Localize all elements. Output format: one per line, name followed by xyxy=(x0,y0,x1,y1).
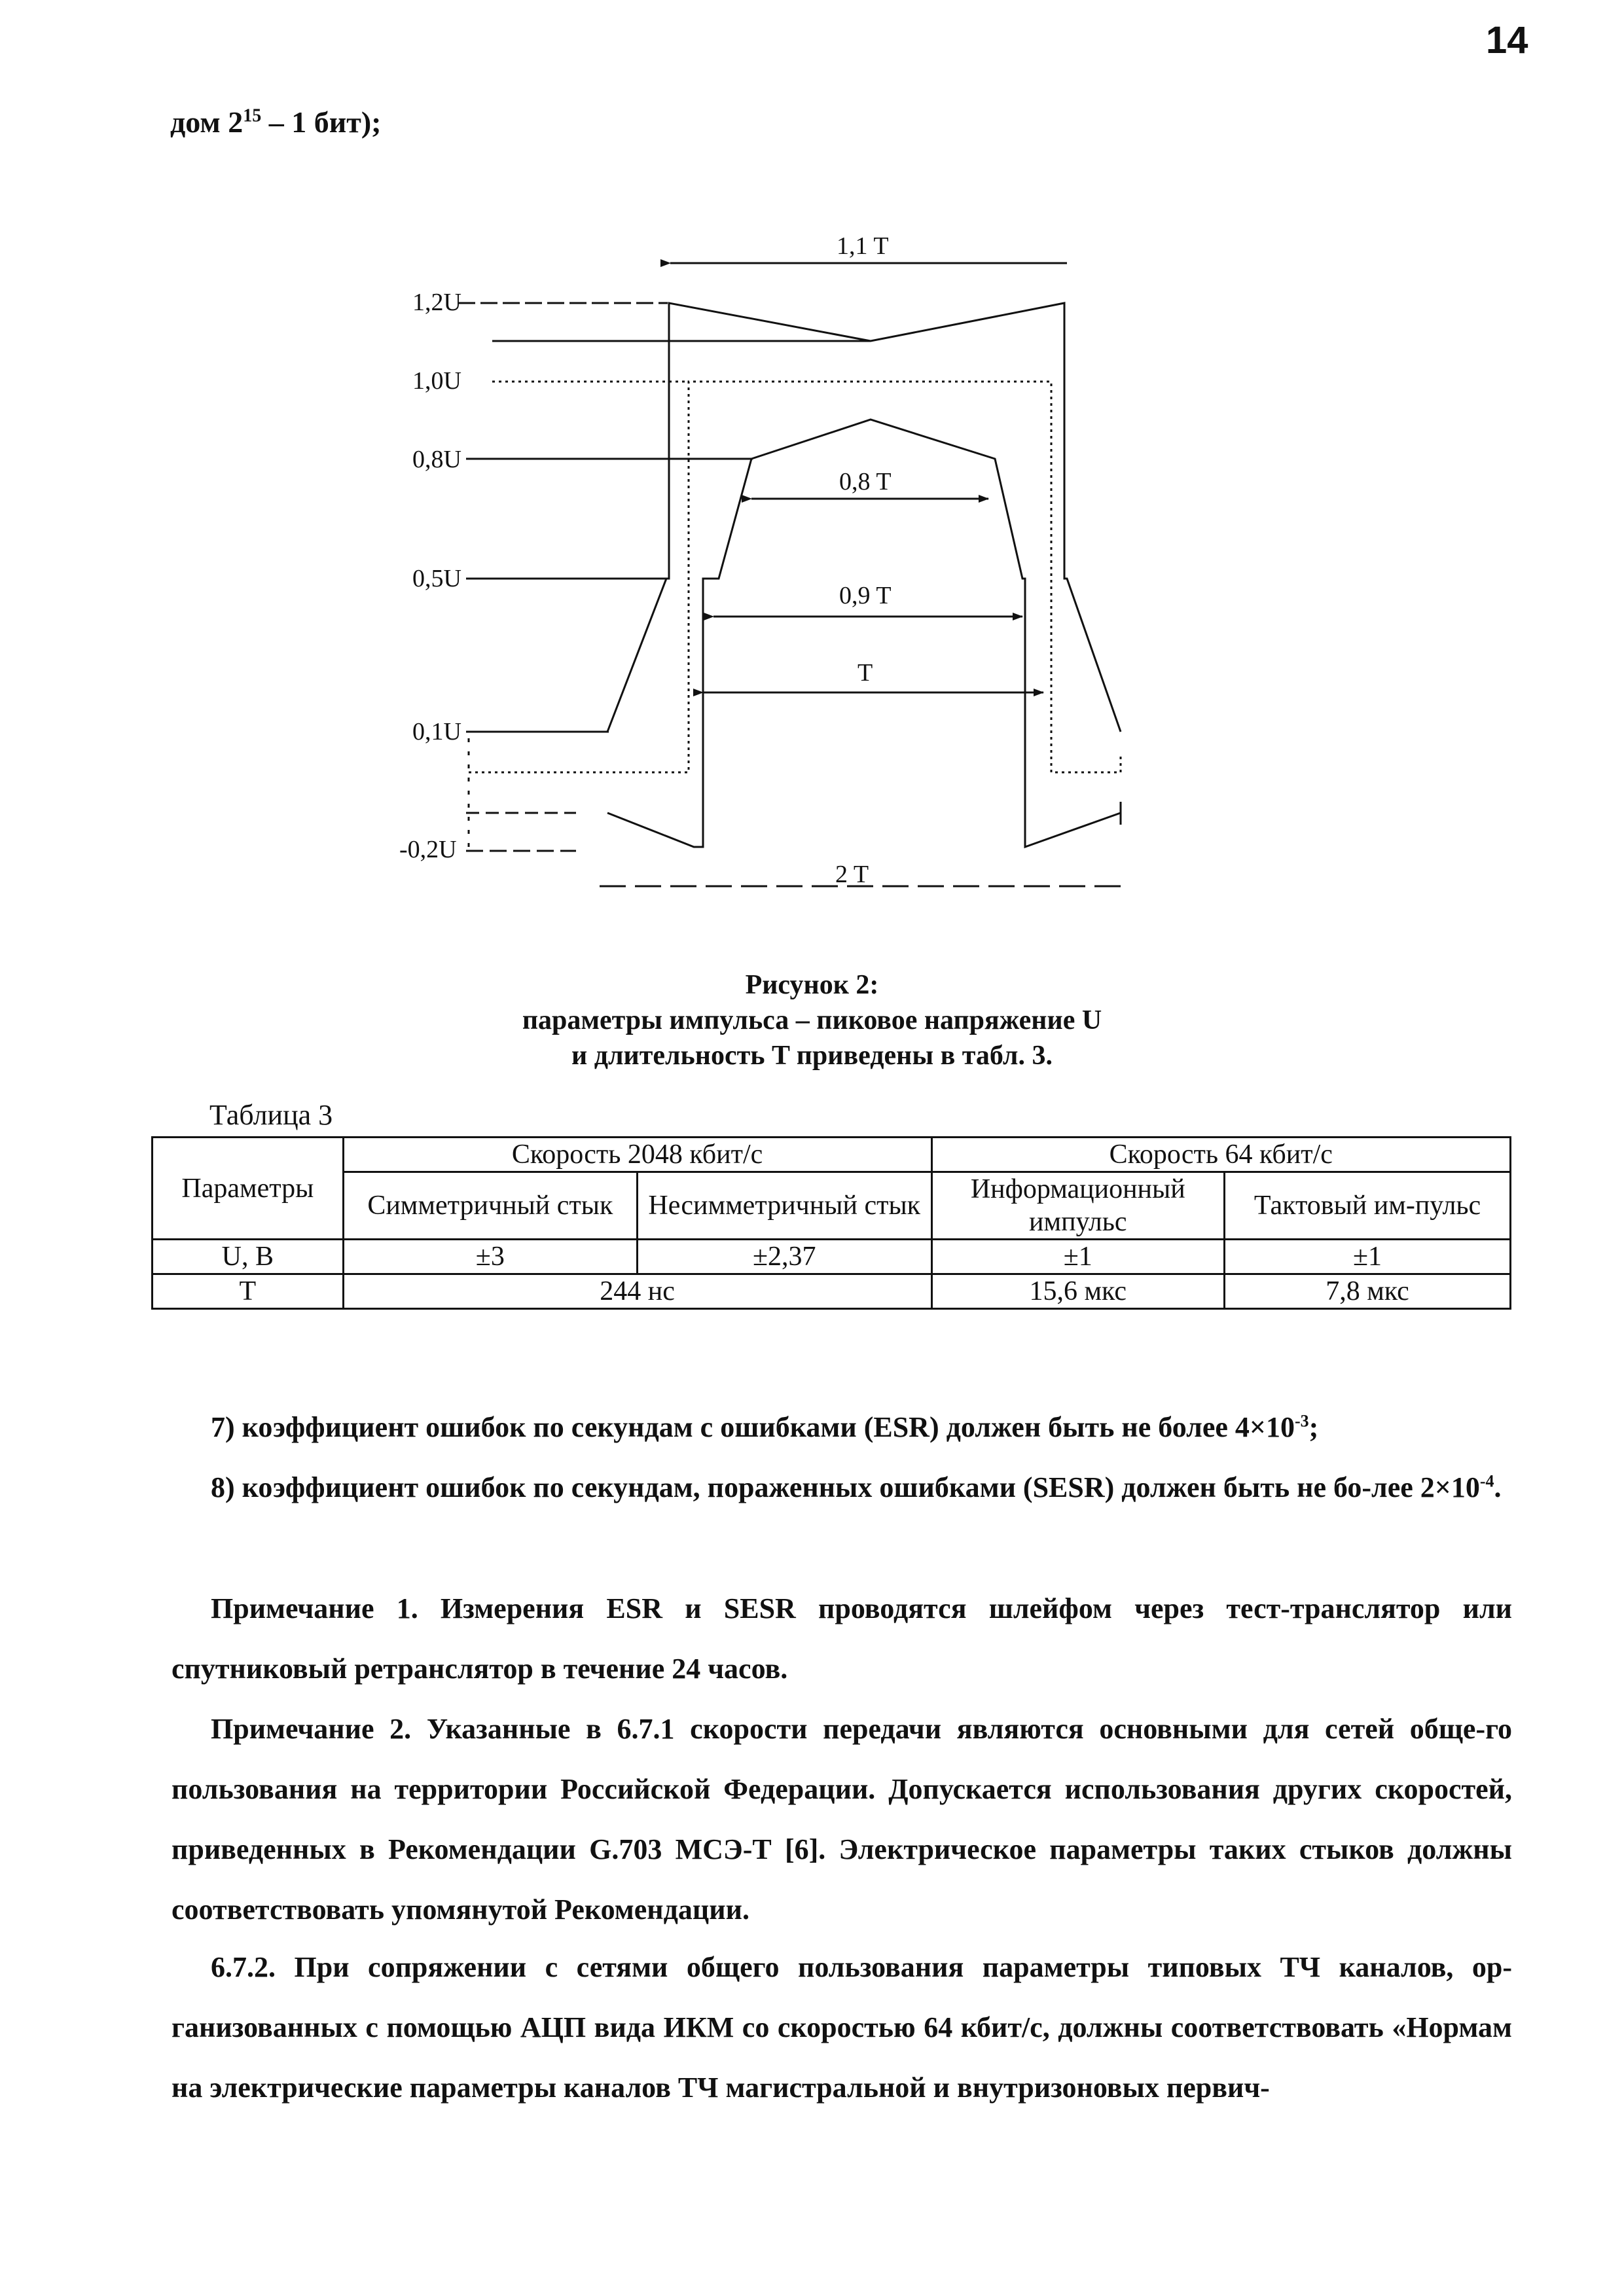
cell-value: 15,6 мкс xyxy=(931,1274,1225,1309)
pulse-mask-figure xyxy=(0,0,1624,949)
top-line-prefix: дом 2 xyxy=(170,105,244,139)
figure-caption xyxy=(0,967,1624,1073)
note-1: Примечание 1. Измерения ESR и SESR проводятся шлейфом через тест-транслятор или спутниковый ретранслятор в течение 24 часов. xyxy=(171,1592,1512,1685)
cell-value: ±2,37 xyxy=(638,1240,932,1274)
p8-text: 8) коэффициент ошибок по секундам, пораженных ошибками (SESR) должен быть не бо-лее 2×10 xyxy=(211,1471,1480,1503)
level-label-1-0u: 1,0U xyxy=(412,367,461,395)
header-symmetric: Симметричный стык xyxy=(343,1172,637,1240)
header-information-pulse: Информационный импульс xyxy=(931,1172,1225,1240)
header-speed-64: Скорость 64 кбит/с xyxy=(931,1138,1511,1172)
level-label-0-1u: 0,1U xyxy=(412,718,461,745)
dim-label-0-8t: 0,8 T xyxy=(839,468,892,495)
paragraph-8 xyxy=(171,1458,1512,1518)
level-label-minus-0-2u: -0,2U xyxy=(399,836,457,863)
table-row xyxy=(153,1274,1511,1309)
header-speed-2048: Скорость 2048 кбит/с xyxy=(343,1138,931,1172)
p8-exponent: -4 xyxy=(1479,1471,1494,1491)
p7-text: 7) коэффициент ошибок по секундам с ошибками (ESR) должен быть не более 4×10 xyxy=(211,1411,1295,1443)
parameters-table xyxy=(151,1136,1511,1310)
p8-end: . xyxy=(1494,1471,1502,1503)
p7-end: ; xyxy=(1308,1411,1319,1443)
dim-label-t: T xyxy=(857,659,873,687)
paragraph-7 xyxy=(171,1397,1512,1458)
cell-value: ±3 xyxy=(343,1240,637,1274)
paragraph-6-7-2: 6.7.2. При сопряжении с сетями общего пользования параметры типовых ТЧ каналов, ор-ганизованных с помощью АЦП вида ИКМ со скоростью 64 кбит/с, должны соответствовать «Нормам на электрические параметры каналов ТЧ магистральной и внутризоновых первич- xyxy=(171,1951,1512,2104)
cell-value: 7,8 мкс xyxy=(1225,1274,1511,1309)
cell-value: ±1 xyxy=(931,1240,1225,1274)
cell-param: T xyxy=(153,1274,344,1309)
header-parameters: Параметры xyxy=(153,1138,344,1240)
caption-line-1: Рисунок 2: xyxy=(745,970,879,1000)
level-label-1-2u: 1,2U xyxy=(412,289,461,316)
dim-label-0-9t: 0,9 T xyxy=(839,582,892,609)
dim-label-1-1t: 1,1 T xyxy=(837,232,889,260)
dim-label-2t: 2 T xyxy=(835,861,869,888)
header-clock-pulse: Тактовый им-пульс xyxy=(1225,1172,1511,1240)
cell-value: ±1 xyxy=(1225,1240,1511,1274)
level-label-0-8u: 0,8U xyxy=(412,446,461,473)
cell-param: U, B xyxy=(153,1240,344,1274)
table-row xyxy=(153,1240,1511,1274)
p7-exponent: -3 xyxy=(1294,1411,1309,1431)
caption-line-3: и длительность T приведены в табл. 3. xyxy=(571,1041,1053,1071)
level-label-0-5u: 0,5U xyxy=(412,565,461,592)
top-line-exponent: 15 xyxy=(243,105,262,126)
cell-value: 244 нс xyxy=(343,1274,931,1309)
page-number: 14 xyxy=(1486,19,1528,62)
top-line-suffix: – 1 бит); xyxy=(261,105,382,139)
note-2: Примечание 2. Указанные в 6.7.1 скорости передачи являются основными для сетей обще-го пользования на территории Российской Федерации. Допускается использования других скоростей, приведенных в Рекомендации G.703 МСЭ-Т [6]. Электрическое параметры таких стыков должны соответствовать упомянутой Рекомендации. xyxy=(171,1713,1512,1926)
table-title: Таблица 3 xyxy=(209,1099,333,1131)
header-asymmetric: Несимметричный стык xyxy=(638,1172,932,1240)
caption-line-2: параметры импульса – пиковое напряжение U xyxy=(522,1005,1102,1035)
